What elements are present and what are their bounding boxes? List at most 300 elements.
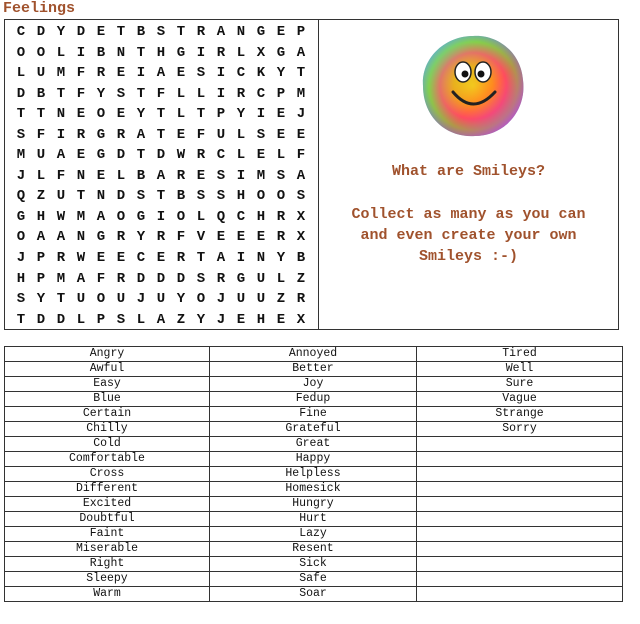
grid-letter: H (236, 188, 246, 205)
grid-letter: D (36, 311, 46, 328)
word-cell (417, 587, 623, 602)
word-cell: Helpless (210, 467, 417, 482)
grid-letter: R (216, 270, 226, 287)
word-cell: Blue (5, 392, 210, 407)
grid-letter: G (276, 44, 286, 61)
grid-letter: G (96, 229, 106, 246)
grid-letter: R (276, 229, 286, 246)
grid-letter: A (76, 270, 86, 287)
grid-letter: R (116, 229, 126, 246)
grid-letter: N (256, 250, 266, 267)
grid-letter: U (256, 291, 266, 308)
grid-letter: T (156, 188, 166, 205)
grid-letter: F (56, 167, 66, 184)
grid-letter: O (36, 44, 46, 61)
word-cell: Fedup (210, 392, 417, 407)
grid-letter: L (136, 311, 146, 328)
word-row (5, 542, 623, 557)
word-cell: Miserable (5, 542, 210, 557)
grid-letter: Z (36, 188, 46, 205)
grid-letter: O (16, 44, 26, 61)
word-row (5, 452, 623, 467)
word-cell: Hungry (210, 497, 417, 512)
grid-letter: E (176, 65, 186, 82)
word-cell: Excited (5, 497, 210, 512)
grid-letter: L (56, 44, 66, 61)
word-cell: Cold (5, 437, 210, 452)
grid-letter: F (296, 147, 306, 164)
grid-letter: G (236, 270, 246, 287)
word-cell: Grateful (210, 422, 417, 437)
grid-letter: A (156, 65, 166, 82)
grid-letter: J (136, 291, 146, 308)
grid-letter: U (36, 147, 46, 164)
grid-letter: T (56, 291, 66, 308)
grid-letter: A (96, 208, 106, 225)
grid-letter: T (136, 85, 146, 102)
grid-letter: S (136, 188, 146, 205)
grid-letter: B (96, 44, 106, 61)
word-row (5, 377, 623, 392)
grid-letter: E (116, 106, 126, 123)
smiley-face-icon (417, 30, 529, 142)
word-row (5, 362, 623, 377)
grid-letter: T (136, 44, 146, 61)
word-cell: Better (210, 362, 417, 377)
smileys-question: What are Smileys? (391, 163, 546, 180)
grid-letter: D (76, 24, 86, 40)
grid-letter: L (76, 311, 86, 328)
grid-letter: T (56, 85, 66, 102)
grid-letter: L (276, 147, 286, 164)
word-cell: Doubtful (5, 512, 210, 527)
word-cell: Sorry (417, 422, 623, 437)
grid-letter: J (216, 311, 226, 328)
grid-letter: D (156, 147, 166, 164)
grid-letter: E (96, 24, 106, 40)
grid-letter: E (96, 250, 106, 267)
word-row (5, 437, 623, 452)
word-cell: Sick (210, 557, 417, 572)
grid-letter: I (236, 250, 246, 267)
grid-letter: F (36, 126, 46, 143)
grid-letter: L (36, 167, 46, 184)
word-list-table (4, 346, 623, 602)
grid-letter: Y (276, 250, 286, 267)
grid-letter: D (16, 85, 26, 102)
grid-letter: L (236, 126, 246, 143)
grid-letter: Y (56, 24, 66, 40)
grid-letter: H (156, 44, 166, 61)
grid-letter: L (236, 44, 246, 61)
grid-letter: A (296, 167, 306, 184)
word-row (5, 467, 623, 482)
letter-grid (11, 22, 311, 330)
grid-letter: W (56, 208, 66, 225)
grid-letter: H (36, 208, 46, 225)
word-cell: Comfortable (5, 452, 210, 467)
grid-letter: L (176, 106, 186, 123)
grid-letter: J (216, 291, 226, 308)
grid-letter: H (16, 270, 26, 287)
word-cell (417, 452, 623, 467)
grid-letter: E (196, 167, 206, 184)
grid-letter: R (196, 24, 206, 40)
grid-letter: K (256, 65, 266, 82)
grid-letter: X (296, 208, 306, 225)
grid-letter: M (56, 65, 66, 82)
grid-letter: A (56, 147, 66, 164)
grid-letter: P (36, 250, 46, 267)
word-row (5, 512, 623, 527)
grid-letter: N (76, 229, 86, 246)
grid-letter: X (256, 44, 266, 61)
grid-letter: I (216, 65, 226, 82)
grid-letter: L (236, 147, 246, 164)
grid-letter: N (236, 24, 246, 40)
grid-letter: U (116, 291, 126, 308)
grid-letter: I (256, 106, 266, 123)
grid-letter: I (216, 85, 226, 102)
word-row (5, 407, 623, 422)
grid-letter: C (136, 250, 146, 267)
grid-letter: Y (136, 106, 146, 123)
grid-letter: E (236, 229, 246, 246)
word-cell: Fine (210, 407, 417, 422)
word-cell: Happy (210, 452, 417, 467)
grid-letter: Q (16, 188, 26, 205)
grid-letter: U (216, 126, 226, 143)
grid-letter: R (176, 250, 186, 267)
grid-letter: S (116, 85, 126, 102)
word-row (5, 392, 623, 407)
grid-letter: B (36, 85, 46, 102)
word-cell: Vague (417, 392, 623, 407)
grid-letter: Y (36, 291, 46, 308)
grid-letter: R (156, 229, 166, 246)
grid-letter: S (216, 167, 226, 184)
grid-letter: H (256, 208, 266, 225)
word-cell (417, 572, 623, 587)
grid-letter: F (176, 229, 186, 246)
word-cell: Different (5, 482, 210, 497)
grid-letter: T (296, 65, 306, 82)
word-cell (417, 512, 623, 527)
grid-letter: O (256, 188, 266, 205)
grid-letter: C (236, 65, 246, 82)
word-cell: Cross (5, 467, 210, 482)
word-cell: Soar (210, 587, 417, 602)
word-cell: Homesick (210, 482, 417, 497)
grid-letter: I (56, 126, 66, 143)
grid-letter: T (16, 106, 26, 123)
grid-letter: R (196, 147, 206, 164)
grid-letter: R (276, 208, 286, 225)
grid-letter: M (16, 147, 26, 164)
grid-letter: F (76, 85, 86, 102)
word-row (5, 572, 623, 587)
grid-letter: Y (276, 65, 286, 82)
grid-letter: S (196, 270, 206, 287)
grid-letter: Y (236, 106, 246, 123)
grid-letter: A (36, 229, 46, 246)
grid-letter: F (96, 270, 106, 287)
word-cell: Awful (5, 362, 210, 377)
grid-letter: B (136, 167, 146, 184)
grid-letter: I (136, 65, 146, 82)
grid-letter: C (16, 24, 26, 40)
grid-letter: P (276, 85, 286, 102)
grid-letter: Y (96, 85, 106, 102)
grid-letter: G (16, 208, 26, 225)
word-cell: Safe (210, 572, 417, 587)
word-row (5, 347, 623, 362)
word-cell (417, 542, 623, 557)
word-row (5, 557, 623, 572)
grid-letter: A (156, 311, 166, 328)
word-cell: Sleepy (5, 572, 210, 587)
grid-letter: U (236, 291, 246, 308)
grid-letter: R (96, 65, 106, 82)
grid-letter: T (196, 106, 206, 123)
grid-letter: G (96, 147, 106, 164)
smileys-message: Collect as many as you can and even create your own Smileys :-) (351, 206, 586, 265)
grid-letter: W (176, 147, 186, 164)
grid-letter: R (56, 250, 66, 267)
grid-letter: L (176, 85, 186, 102)
grid-letter: M (76, 208, 86, 225)
grid-letter: A (216, 24, 226, 40)
grid-letter: U (36, 65, 46, 82)
grid-letter: U (56, 188, 66, 205)
grid-letter: E (276, 311, 286, 328)
grid-letter: D (136, 270, 146, 287)
grid-letter: C (256, 85, 266, 102)
grid-letter: Q (216, 208, 226, 225)
word-cell: Well (417, 362, 623, 377)
info-panel (319, 19, 619, 330)
grid-letter: A (216, 250, 226, 267)
grid-letter: L (16, 65, 26, 82)
grid-letter: A (136, 126, 146, 143)
word-cell: Annoyed (210, 347, 417, 362)
word-row (5, 587, 623, 602)
grid-letter: M (296, 85, 306, 102)
word-cell: Joy (210, 377, 417, 392)
grid-letter: N (116, 44, 126, 61)
grid-letter: T (76, 188, 86, 205)
grid-letter: G (176, 44, 186, 61)
grid-letter: U (256, 270, 266, 287)
grid-letter: L (196, 208, 206, 225)
grid-letter: W (76, 250, 86, 267)
grid-letter: U (76, 291, 86, 308)
grid-letter: Z (176, 311, 186, 328)
grid-letter: S (116, 311, 126, 328)
grid-letter: E (276, 126, 286, 143)
grid-letter: T (16, 311, 26, 328)
grid-letter: E (276, 106, 286, 123)
grid-letter: N (76, 167, 86, 184)
word-cell: Warm (5, 587, 210, 602)
grid-letter: E (236, 311, 246, 328)
grid-letter: C (216, 147, 226, 164)
grid-letter: O (116, 208, 126, 225)
grid-letter: L (196, 85, 206, 102)
grid-letter: Z (276, 291, 286, 308)
grid-letter: R (176, 167, 186, 184)
grid-letter: S (16, 291, 26, 308)
grid-letter: P (96, 311, 106, 328)
grid-letter: E (76, 147, 86, 164)
word-cell (417, 527, 623, 542)
grid-letter: D (116, 147, 126, 164)
grid-letter: L (116, 167, 126, 184)
grid-letter: Z (296, 270, 306, 287)
word-row (5, 422, 623, 437)
grid-letter: R (76, 126, 86, 143)
grid-letter: M (256, 167, 266, 184)
grid-letter: E (176, 126, 186, 143)
grid-letter: E (256, 229, 266, 246)
grid-letter: F (196, 126, 206, 143)
grid-letter: C (236, 208, 246, 225)
grid-letter: T (116, 24, 126, 40)
grid-letter: L (276, 270, 286, 287)
grid-letter: R (296, 291, 306, 308)
word-cell: Lazy (210, 527, 417, 542)
grid-letter: T (176, 24, 186, 40)
grid-letter: A (56, 229, 66, 246)
grid-letter: O (196, 291, 206, 308)
grid-letter: N (96, 188, 106, 205)
grid-letter: X (296, 229, 306, 246)
grid-letter: S (196, 188, 206, 205)
word-cell: Great (210, 437, 417, 452)
grid-letter: A (296, 44, 306, 61)
word-cell: Angry (5, 347, 210, 362)
word-cell: Tired (417, 347, 623, 362)
grid-letter: A (156, 167, 166, 184)
word-cell: Resent (210, 542, 417, 557)
word-cell (417, 467, 623, 482)
grid-letter: R (116, 126, 126, 143)
grid-letter: Y (136, 229, 146, 246)
grid-letter: X (296, 311, 306, 328)
grid-letter: Y (176, 291, 186, 308)
grid-letter: E (76, 106, 86, 123)
grid-letter: I (76, 44, 86, 61)
grid-letter: G (96, 126, 106, 143)
grid-letter: I (156, 208, 166, 225)
grid-letter: B (176, 188, 186, 205)
page-title: Feelings (3, 0, 76, 17)
grid-letter: E (256, 147, 266, 164)
grid-letter: B (296, 250, 306, 267)
grid-letter: D (36, 24, 46, 40)
grid-letter: O (96, 291, 106, 308)
grid-letter: F (156, 85, 166, 102)
grid-letter: J (16, 167, 26, 184)
grid-letter: Y (196, 311, 206, 328)
grid-letter: E (216, 229, 226, 246)
grid-letter: P (216, 106, 226, 123)
word-cell: Chilly (5, 422, 210, 437)
grid-letter: O (96, 106, 106, 123)
word-row (5, 527, 623, 542)
word-cell (417, 482, 623, 497)
grid-letter: E (276, 24, 286, 40)
grid-letter: R (236, 85, 246, 102)
grid-letter: G (256, 24, 266, 40)
word-row (5, 482, 623, 497)
word-cell: Sure (417, 377, 623, 392)
word-cell: Certain (5, 407, 210, 422)
grid-letter: P (296, 24, 306, 40)
grid-letter: R (116, 270, 126, 287)
grid-letter: O (176, 208, 186, 225)
grid-letter: B (136, 24, 146, 40)
word-cell: Right (5, 557, 210, 572)
grid-letter: T (36, 106, 46, 123)
grid-letter: D (116, 188, 126, 205)
grid-letter: T (136, 147, 146, 164)
grid-letter: H (256, 311, 266, 328)
grid-letter: S (196, 65, 206, 82)
grid-letter: J (16, 250, 26, 267)
word-cell: Hurt (210, 512, 417, 527)
grid-letter: E (116, 65, 126, 82)
grid-letter: S (296, 188, 306, 205)
word-cell: Strange (417, 407, 623, 422)
word-row (5, 497, 623, 512)
grid-letter: S (276, 167, 286, 184)
grid-letter: S (16, 126, 26, 143)
grid-letter: N (56, 106, 66, 123)
grid-letter: E (156, 250, 166, 267)
grid-letter: T (156, 106, 166, 123)
grid-letter: J (296, 106, 306, 123)
grid-letter: S (256, 126, 266, 143)
grid-letter: U (156, 291, 166, 308)
grid-letter: O (276, 188, 286, 205)
grid-letter: V (196, 229, 206, 246)
grid-letter: P (36, 270, 46, 287)
word-cell (417, 557, 623, 572)
grid-letter: O (16, 229, 26, 246)
grid-letter: S (216, 188, 226, 205)
grid-letter: I (236, 167, 246, 184)
grid-letter: E (96, 167, 106, 184)
grid-letter: T (156, 126, 166, 143)
word-cell (417, 497, 623, 512)
word-cell: Faint (5, 527, 210, 542)
word-cell: Easy (5, 377, 210, 392)
grid-letter: R (216, 44, 226, 61)
word-search-puzzle (4, 19, 319, 330)
grid-letter: E (116, 250, 126, 267)
grid-letter: F (76, 65, 86, 82)
grid-letter: T (196, 250, 206, 267)
grid-letter: D (176, 270, 186, 287)
grid-letter: M (56, 270, 66, 287)
grid-letter: S (156, 24, 166, 40)
grid-letter: G (136, 208, 146, 225)
grid-letter: D (56, 311, 66, 328)
grid-letter: E (296, 126, 306, 143)
grid-letter: D (156, 270, 166, 287)
word-cell (417, 437, 623, 452)
